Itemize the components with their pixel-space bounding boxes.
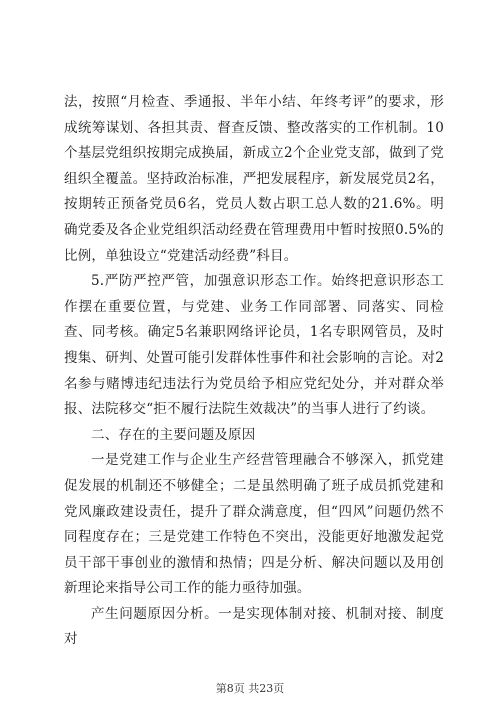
page-number-footer: 第8页 共23页 <box>215 682 285 695</box>
paragraph-party-organization: 法，按照“月检查、季通报、半年小结、年终考评”的要求，形成统筹谋划、各担其责、督查反馈、整改落实的工作机制。10个基层党组织按期完成换届，新成立2个企业党支部，做到了党组织全覆盖。坚持政治标准，严把发展程序，新发展党员2名，按期转正预备党员6名，党员人数占职工总人数的21.6%。明确党委及各企业党组织活动经费在管理费用中暂时按照0.5%的比例，单独设立“党建活动经费”科目。 <box>64 94 444 264</box>
paragraph-cause-analysis: 产生问题原因分析。一是实现体制对接、机制对接、制度对 <box>64 605 444 648</box>
paragraph-main-problems: 一是党建工作与企业生产经营管理融合不够深入，抓党建促发展的机制还不够健全；二是虽然明确了班子成员抓党建和党风廉政建设责任，提升了群众满意度，但“四风”问题仍然不同程度存在；三是党建工作特色不突出，没能更好地激发起党员干部干事创业的激情和热情；四是分析、解决问题以及用创新理论来指导公司工作的能力亟待加强。 <box>64 452 444 597</box>
document-body <box>64 90 444 653</box>
section-heading-problems: 二、存在的主要问题及原因 <box>91 426 256 443</box>
paragraph-ideology-work: 5.严防严控严管，加强意识形态工作。始终把意识形态工作摆在重要位置，与党建、业务工作同部署、同落实、同检查、同考核。确定5名兼职网络评论员，1名专职网管员，及时搜集、研判、处置可能引发群体性事件和社会影响的言论。对2名参与赌博违纪违法行为党员给予相应党纪处分，并对群众举报、法院移交“拒不履行法院生效裁决”的当事人进行了约谈。 <box>64 273 444 418</box>
